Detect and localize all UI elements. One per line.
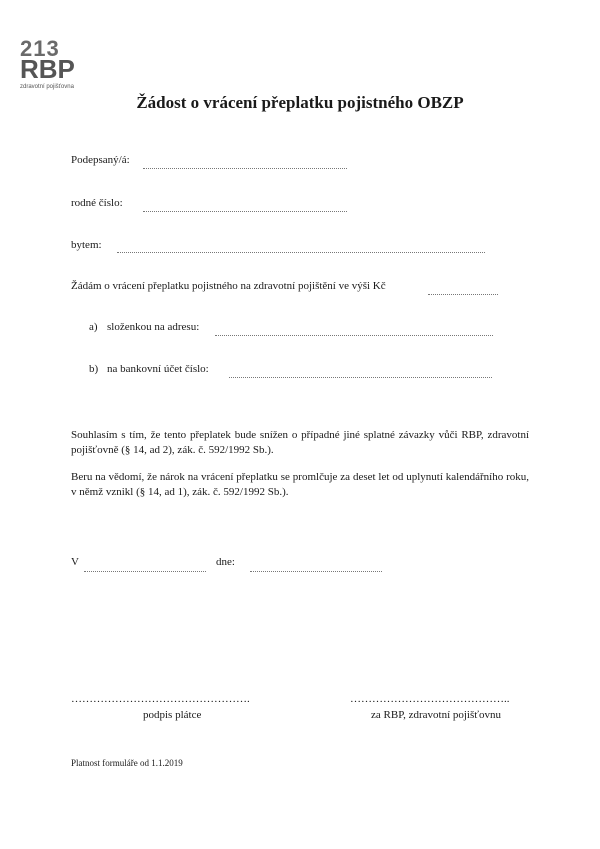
bank-account-field[interactable] — [229, 377, 492, 378]
amount-field[interactable] — [428, 294, 498, 295]
date-field[interactable] — [250, 571, 382, 572]
date-label: dne: — [216, 556, 235, 568]
insurer-signature-line[interactable]: …………………………………….. — [350, 693, 510, 705]
option-a-marker: a) — [89, 321, 98, 333]
address-field[interactable] — [215, 335, 493, 336]
residence-label: bytem: — [71, 239, 102, 251]
form-validity-footer: Platnost formuláře od 1.1.2019 — [71, 758, 183, 768]
residence-field[interactable] — [117, 252, 485, 253]
logo-brand: RBP — [20, 54, 75, 84]
notice-paragraph: Beru na vědomí, že nárok na vrácení přeplatku se promlčuje za deset let od uplynutí kalendářního roku, v němž vznikl (§ 14, ad 1), zák. č. 592/1992 Sb.). — [71, 471, 529, 498]
logo-subtitle: zdravotní pojišťovna — [20, 84, 74, 90]
page-title: Žádost o vrácení přeplatku pojistného OBZP — [136, 93, 464, 112]
request-label: Žádám o vrácení přeplatku pojistného na zdravotní pojištění ve výši Kč — [71, 280, 386, 292]
option-b-marker: b) — [89, 363, 99, 375]
signed-field[interactable] — [143, 168, 347, 169]
logo-number: 213 — [20, 36, 60, 61]
place-field[interactable] — [84, 571, 206, 572]
payer-signature-line[interactable]: …………………………………………. — [71, 693, 250, 705]
birth-number-label: rodné číslo: — [71, 197, 123, 209]
option-b-label: na bankovní účet číslo: — [107, 363, 209, 375]
insurer-signature-label: za RBP, zdravotní pojišťovnu — [371, 709, 501, 721]
consent-paragraph: Souhlasím s tím, že tento přeplatek bude snížen o případné jiné splatné závazky vůči RBP, zdravotní pojišťovně (§ 14, ad 2), zák. č. 592/1992 Sb.). — [71, 429, 529, 456]
birth-number-field[interactable] — [143, 211, 347, 212]
payer-signature-label: podpis plátce — [143, 709, 202, 721]
place-label: V — [71, 556, 79, 568]
option-a-label: složenkou na adresu: — [107, 321, 200, 333]
signed-label: Podepsaný/á: — [71, 154, 130, 166]
